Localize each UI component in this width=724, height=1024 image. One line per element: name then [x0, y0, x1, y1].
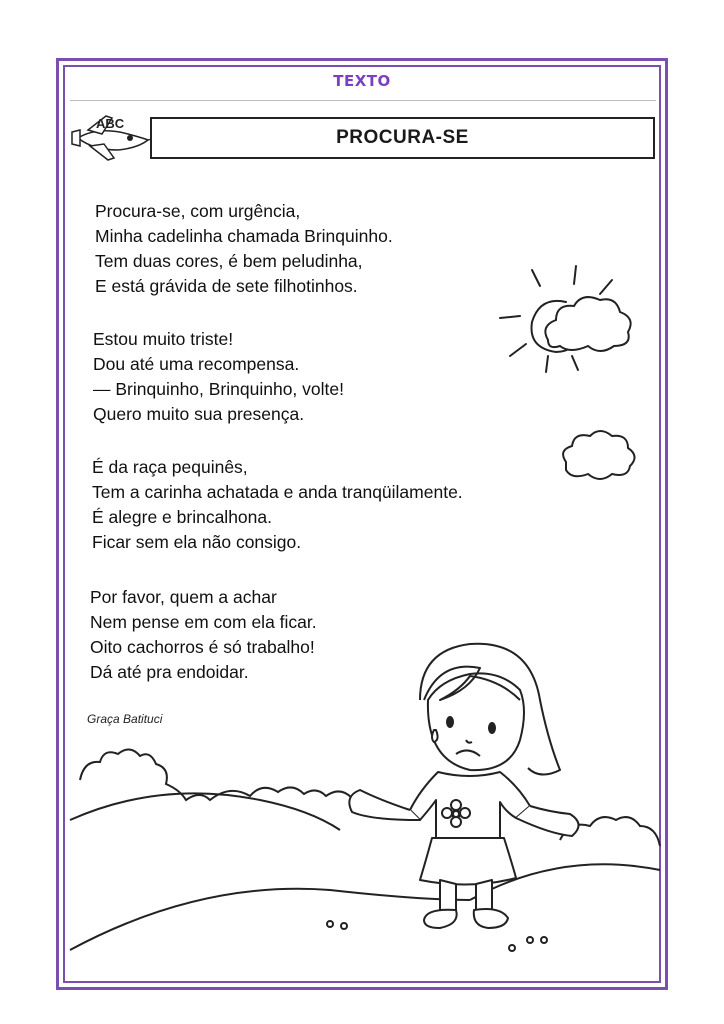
- poem-line: Ficar sem ela não consigo.: [92, 532, 302, 552]
- poem-line: Oito cachorros é só trabalho!: [90, 637, 315, 657]
- poem-line: Minha cadelinha chamada Brinquinho.: [95, 226, 393, 246]
- page-heading: TEXTO: [333, 72, 391, 90]
- poem-line: Tem a carinha achatada e anda tranqüilamente.: [92, 482, 463, 502]
- cloud-icon: [545, 297, 630, 351]
- poem-line: Dá até pra endoidar.: [90, 662, 249, 682]
- poem-line: Nem pense em com ela ficar.: [90, 612, 317, 632]
- poem-line: Tem duas cores, é bem peludinha,: [95, 251, 363, 271]
- poem-line: Quero muito sua presença.: [93, 404, 305, 424]
- girl-illustration: [349, 644, 578, 928]
- poem-title: PROCURA-SE: [336, 127, 469, 148]
- cloud-icon: [563, 431, 634, 479]
- plane-label: ABC: [96, 116, 125, 131]
- landscape: [70, 749, 660, 951]
- poem-line: E está grávida de sete filhotinhos.: [95, 276, 358, 296]
- poem-line: — Brinquinho, Brinquinho, volte!: [93, 379, 344, 399]
- author-credit: Graça Batituci: [87, 712, 163, 726]
- poem-line: Procura-se, com urgência,: [95, 201, 301, 221]
- poem-line: É alegre e brincalhona.: [92, 507, 272, 527]
- poem-line: Dou até uma recompensa.: [93, 354, 300, 374]
- poem-line: Por favor, quem a achar: [90, 587, 277, 607]
- poem-line: Estou muito triste!: [93, 329, 234, 349]
- poem-line: É da raça pequinês,: [92, 457, 248, 477]
